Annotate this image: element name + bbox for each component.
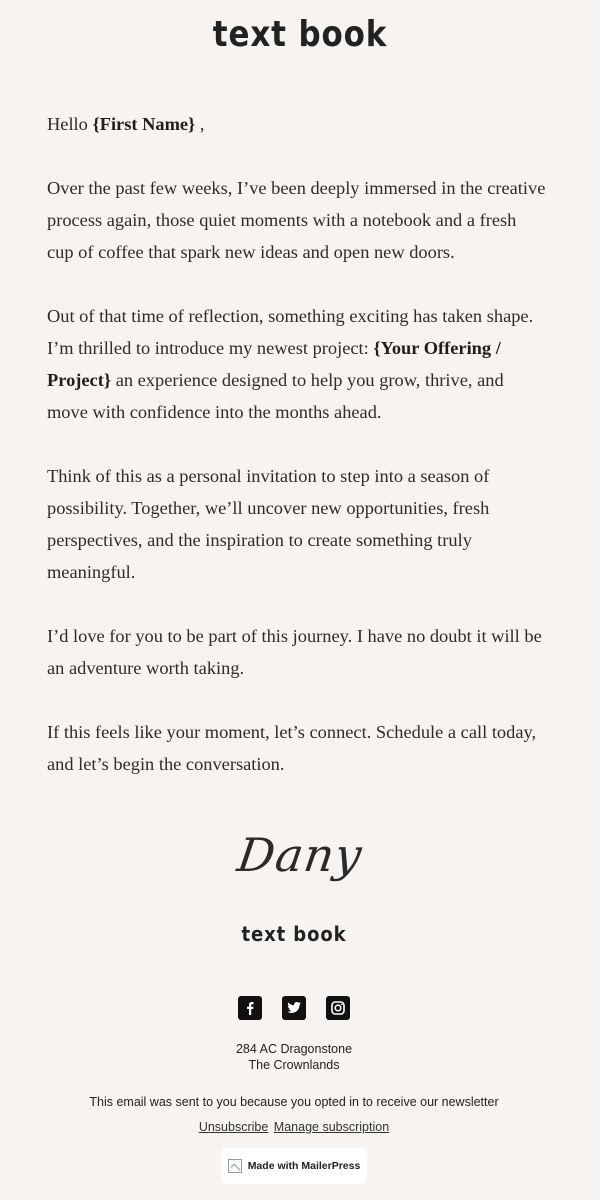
greeting-name-placeholder: {First Name}	[92, 114, 196, 134]
badge-label: Made with MailerPress	[247, 1160, 361, 1172]
address-line-2: The Crownlands	[248, 1058, 340, 1072]
facebook-icon[interactable]	[238, 996, 262, 1020]
social-links	[0, 996, 588, 1020]
greeting-prefix: Hello	[47, 114, 93, 134]
paragraph-5: If this feels like your moment, let’s connect. Schedule a call today, and let’s begin the conversation.	[47, 722, 537, 774]
subscription-links	[0, 1120, 588, 1134]
instagram-icon[interactable]	[326, 996, 350, 1020]
broken-image-icon	[228, 1159, 242, 1173]
opt-in-notice: This email was sent to you because you opted in to receive our newsletter	[89, 1095, 499, 1109]
footer-brand: text book	[241, 922, 347, 946]
paragraph-2-start: Out of that time of reflection, something exciting has taken shape. I’m thrilled to introduce my newest project:	[47, 306, 534, 358]
postal-address	[0, 1041, 588, 1073]
greeting-suffix: ,	[195, 114, 205, 134]
paragraph-2	[47, 300, 547, 428]
email-body	[47, 108, 547, 812]
paragraph-3: Think of this as a personal invitation to step into a season of possibility. Together, we’ll uncover new opportunities, fresh perspectives, and the inspiration to create something truly meaningful.	[47, 466, 490, 582]
project-placeholder: {Your Offering / Project}	[47, 338, 501, 390]
paragraph-4: I’d love for you to be part of this journey. I have no doubt it will be an adventure worth taking.	[47, 626, 542, 678]
signature: Dany	[234, 828, 366, 882]
unsubscribe-link[interactable]: Unsubscribe	[198, 1120, 269, 1134]
header-brand-title: text book	[212, 14, 388, 55]
paragraph-1: Over the past few weeks, I’ve been deeply immersed in the creative process again, those quiet moments with a notebook and a fresh cup of coffee that spark new ideas and open new doors.	[47, 178, 546, 262]
made-with-badge[interactable]	[221, 1148, 367, 1184]
greeting	[47, 108, 547, 140]
twitter-icon[interactable]	[282, 996, 306, 1020]
paragraph-2-end: an experience designed to help you grow, thrive, and move with confidence into the months ahead.	[47, 370, 504, 422]
address-line-1: 284 AC Dragonstone	[235, 1042, 353, 1056]
manage-subscription-link[interactable]: Manage subscription	[273, 1120, 390, 1134]
